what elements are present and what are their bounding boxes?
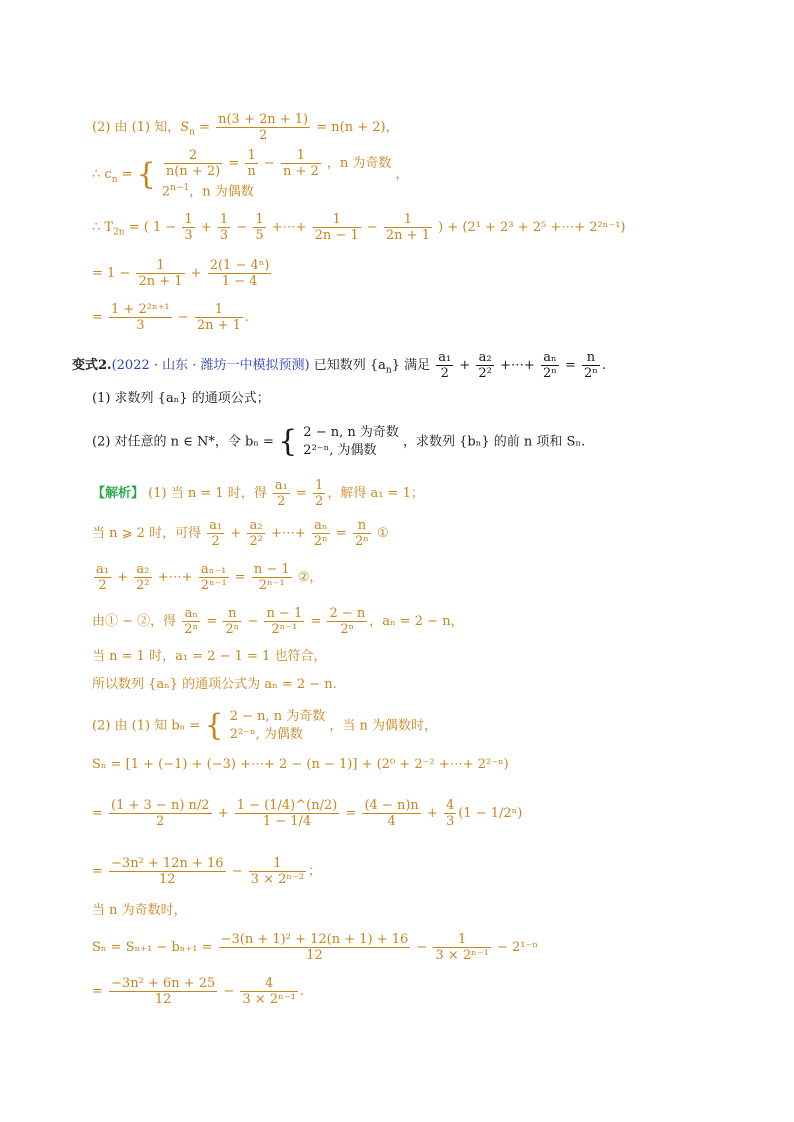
brace-icon: { [136,156,156,192]
variant-source: (2022 · 山东 · 潍坊一中模拟预测) [111,358,310,373]
analysis-line-11: 当 n 为奇数时， [92,903,187,918]
solution-line-5: = $\frac{\text{1 + 2²ⁿ⁺¹}}{3}$ − $\frac{1}{2n + 1}$ . [92,302,250,333]
solution-line-1: (2) 由 (1) 知，$S_n$ = $\frac{n(3 + 2n + 1)}{2}$ = n(n + 2)， [92,112,399,143]
variant-stem: 变式2.(2022 · 山东 · 潍坊一中模拟预测) 已知数列 $\{a_n\}$ 满足 $\frac{\text{a₁}}{2}$ + $\frac{\text{a₂}}{\text{2²}}$ +⋯+ $\frac{\text{aₙ}}{\text{2ⁿ}}$ = $\frac{n}{\text{2ⁿ}}$ . [72,350,607,381]
solution-line-4: = 1 − $\frac{1}{2n + 1}$ + $\frac{\text{2(1 − 4ⁿ)}}{1 - 4}$ [92,258,270,289]
brace-icon: { [204,708,224,743]
fraction: $\frac{n(3 + 2n + 1)}{2}$ [218,112,309,143]
analysis-line-2: 当 n ⩾ 2 时，可得 $\frac{\text{a₁}}{2}$ + $\frac{\text{a₂}}{\text{2²}}$ +⋯+ $\frac{\text{aₙ}}{\text{2ⁿ}}$ = $\frac{n}{\text{2ⁿ}}$ ① [92,518,389,549]
analysis-line-13: = $\frac{\text{−3n² + 6n + 25}}{12}$ − $\frac{4}{\text{3 × 2ⁿ⁻¹}}$ . [92,976,304,1007]
analysis-line-10: = $\frac{\text{−3n² + 12n + 16}}{12}$ − $\frac{1}{\text{3 × 2ⁿ⁻²}}$ ； [92,856,322,887]
analysis-line-12: Sₙ = Sₙ₊₁ − bₙ₊₁ = $\frac{\text{−3(n + 1)² + 12(n + 1) + 16}}{12}$ − $\frac{1}{\text{3 × 2ⁿ⁻¹}}$ − 2¹⁻ⁿ [92,932,539,963]
question-2: (2) 对任意的 n ∈ N*，令 bₙ = { 2 − n, n 为奇数 2²⁻ⁿ, 为偶数 ，求数列 {bₙ} 的前 n 项和 Sₙ. [92,424,586,459]
cases: $\frac{2}{n(n + 2)}$ = $\frac{1}{n}$ − $\frac{1}{n + 2}$ ，n 为奇数 $2^{n-1}$，n 为偶数 [161,148,392,200]
analysis-line-9: = $\frac{(1 + 3 - n) n/2}{2}$ + $\frac{1 - (1/4)\^{}(n/2)}{1 - 1/4}$ = $\frac{(4 - n)n}{4}$ + $\frac{4}{3}$ (1 − 1/2ⁿ) [92,798,523,829]
analysis-line-3: $\frac{\text{a₁}}{2}$ + $\frac{\text{a₂}}{\text{2²}}$ +⋯+ $\frac{\text{aₙ₋₁}}{\text{2ⁿ⁻¹}}$ = $\frac{n - 1}{\text{2ⁿ⁻¹}}$ ②， [96,562,323,593]
analysis-line-8: Sₙ = [1 + (−1) + (−3) +⋯+ 2 − (n − 1)] + (2⁰ + 2⁻² +⋯+ 2²⁻ⁿ) [92,757,509,772]
analysis-line-1: 【解析】 (1) 当 n = 1 时，得 $\frac{\text{a₁}}{2}$ = $\frac{1}{2}$ ，解得 a₁ = 1； [92,478,424,509]
variant-label: 变式2. [72,358,112,373]
brace-icon: { [278,424,298,459]
analysis-line-7: (2) 由 (1) 知 bₙ = { 2 − n, n 为奇数 2²⁻ⁿ, 为偶数 ，当 n 为偶数时， [92,708,438,743]
solution-line-2: ∴ $c_n$ = { $\frac{2}{n(n + 2)}$ = $\frac{1}{n}$ − $\frac{1}{n + 2}$ ，n 为奇数 $2^{n-1}$，n 为偶数 ， [92,148,409,200]
analysis-tag: 【解析】 [92,486,145,501]
question-1: (1) 求数列 {aₙ} 的通项公式； [92,391,270,406]
analysis-line-4: 由① − ②，得 $\frac{\text{aₙ}}{\text{2ⁿ}}$ = $\frac{n}{\text{2ⁿ}}$ − $\frac{n - 1}{\text{2ⁿ⁻¹}}$ = $\frac{2 - n}{\text{2ⁿ}}$ ，aₙ = 2 − n， [92,606,464,637]
analysis-line-5: 当 n = 1 时，a₁ = 2 − 1 = 1 也符合， [92,649,327,664]
analysis-line-6: 所以数列 {aₙ} 的通项公式为 aₙ = 2 − n. [92,677,337,692]
solution-line-3: ∴ $T_{2n}$ = ( 1 − $\frac{1}{3}$ + $\frac{1}{3}$ − $\frac{1}{5}$ +⋯+ $\frac{1}{2n - 1}$ − $\frac{1}{2n + 1}$ ) + (2¹ + 2³ + 2⁵ +⋯+ 2²ⁿ⁻¹) [92,212,626,243]
